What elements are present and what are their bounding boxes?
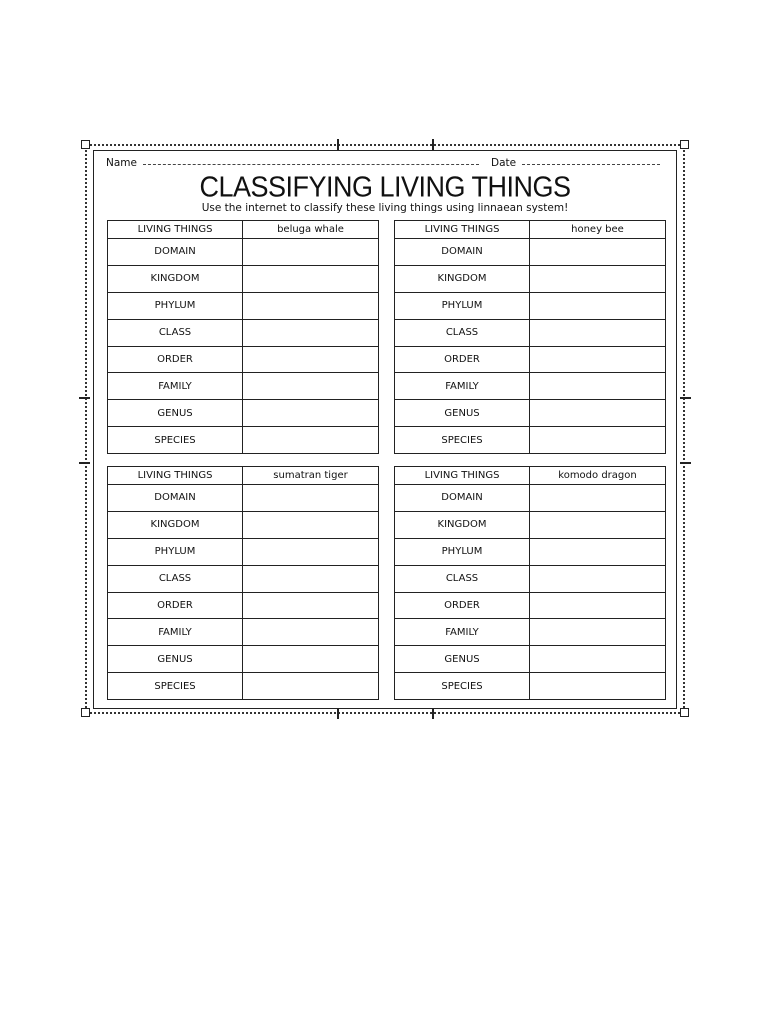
answer-cell[interactable] (243, 427, 379, 454)
answer-cell[interactable] (243, 265, 379, 292)
rank-label: FAMILY (108, 619, 243, 646)
answer-cell[interactable] (243, 538, 379, 565)
answer-cell[interactable] (243, 565, 379, 592)
answer-cell[interactable] (530, 646, 666, 673)
table-row (108, 565, 379, 592)
tick-mark (79, 397, 90, 399)
frame-bottom-border (87, 712, 683, 714)
table-row (395, 400, 666, 427)
corner-mark (680, 708, 689, 717)
rank-label: CLASS (108, 319, 243, 346)
organism-name: beluga whale (243, 221, 379, 239)
table-row (395, 346, 666, 373)
table-row (108, 538, 379, 565)
rank-label: KINGDOM (395, 511, 530, 538)
table-row (108, 427, 379, 454)
table-row (395, 565, 666, 592)
living-things-header: LIVING THINGS (108, 221, 243, 239)
table-row (108, 511, 379, 538)
answer-cell[interactable] (243, 292, 379, 319)
answer-cell[interactable] (243, 619, 379, 646)
tick-mark (432, 708, 434, 719)
tick-mark (680, 462, 691, 464)
table-row (108, 239, 379, 266)
page-title: CLASSIFYING LIVING THINGS (199, 171, 571, 203)
answer-cell[interactable] (530, 511, 666, 538)
answer-cell[interactable] (530, 373, 666, 400)
answer-cell[interactable] (530, 619, 666, 646)
table-row (395, 619, 666, 646)
rank-label: FAMILY (395, 373, 530, 400)
rank-label: DOMAIN (108, 239, 243, 266)
rank-label: SPECIES (395, 427, 530, 454)
corner-mark (81, 708, 90, 717)
rank-label: PHYLUM (395, 538, 530, 565)
frame-top-border (87, 144, 683, 146)
table-row (108, 373, 379, 400)
table-row (395, 485, 666, 512)
rank-label: CLASS (395, 319, 530, 346)
living-things-header: LIVING THINGS (108, 467, 243, 485)
table-row (108, 265, 379, 292)
rank-label: SPECIES (395, 673, 530, 700)
tick-mark (680, 397, 691, 399)
classification-table (394, 220, 666, 454)
classification-table (107, 466, 379, 700)
answer-cell[interactable] (530, 346, 666, 373)
rank-label: GENUS (395, 400, 530, 427)
answer-cell[interactable] (530, 592, 666, 619)
rank-label: KINGDOM (108, 265, 243, 292)
table-row (108, 346, 379, 373)
rank-label: CLASS (395, 565, 530, 592)
frame-left-border (85, 146, 87, 712)
rank-label: DOMAIN (108, 485, 243, 512)
table-row (395, 592, 666, 619)
answer-cell[interactable] (530, 319, 666, 346)
rank-label: SPECIES (108, 427, 243, 454)
corner-mark (81, 140, 90, 149)
tick-mark (79, 462, 90, 464)
rank-label: ORDER (395, 346, 530, 373)
classification-table (394, 466, 666, 700)
answer-cell[interactable] (530, 265, 666, 292)
answer-cell[interactable] (243, 511, 379, 538)
table-row (108, 619, 379, 646)
table-row (395, 538, 666, 565)
table-row (108, 673, 379, 700)
table-row (395, 319, 666, 346)
table-row (395, 292, 666, 319)
rank-label: FAMILY (395, 619, 530, 646)
table-row (108, 292, 379, 319)
answer-cell[interactable] (243, 346, 379, 373)
table-row (395, 373, 666, 400)
rank-label: KINGDOM (395, 265, 530, 292)
rank-label: GENUS (395, 646, 530, 673)
rank-label: KINGDOM (108, 511, 243, 538)
table-row (395, 511, 666, 538)
rank-label: DOMAIN (395, 485, 530, 512)
rank-label: GENUS (108, 400, 243, 427)
rank-label: ORDER (395, 592, 530, 619)
answer-cell[interactable] (243, 673, 379, 700)
name-field[interactable] (143, 164, 479, 165)
date-label: Date (491, 157, 517, 169)
rank-label: SPECIES (108, 673, 243, 700)
answer-cell[interactable] (530, 400, 666, 427)
table-row (395, 239, 666, 266)
organism-name: komodo dragon (530, 467, 666, 485)
corner-mark (680, 140, 689, 149)
rank-label: GENUS (108, 646, 243, 673)
answer-cell[interactable] (530, 538, 666, 565)
organism-name: sumatran tiger (243, 467, 379, 485)
answer-cell[interactable] (243, 319, 379, 346)
table-row (108, 646, 379, 673)
answer-cell[interactable] (530, 565, 666, 592)
rank-label: ORDER (108, 346, 243, 373)
table-row (108, 319, 379, 346)
rank-label: PHYLUM (395, 292, 530, 319)
date-field[interactable] (522, 164, 660, 165)
answer-cell[interactable] (243, 373, 379, 400)
answer-cell[interactable] (530, 239, 666, 266)
answer-cell[interactable] (243, 646, 379, 673)
answer-cell[interactable] (243, 485, 379, 512)
rank-label: FAMILY (108, 373, 243, 400)
answer-cell[interactable] (243, 239, 379, 266)
answer-cell[interactable] (243, 400, 379, 427)
rank-label: DOMAIN (395, 239, 530, 266)
rank-label: PHYLUM (108, 538, 243, 565)
tick-mark (432, 139, 434, 150)
answer-cell[interactable] (530, 292, 666, 319)
tick-mark (337, 708, 339, 719)
answer-cell[interactable] (243, 592, 379, 619)
instruction-text: Use the internet to classify these living things using linnaean system! (201, 202, 569, 214)
answer-cell[interactable] (530, 485, 666, 512)
organism-name: honey bee (530, 221, 666, 239)
table-row (395, 427, 666, 454)
tick-mark (337, 139, 339, 150)
classification-table (107, 220, 379, 454)
table-row (108, 485, 379, 512)
table-row (108, 400, 379, 427)
frame-right-border (683, 146, 685, 712)
rank-label: CLASS (108, 565, 243, 592)
answer-cell[interactable] (530, 427, 666, 454)
table-row (395, 646, 666, 673)
table-row (395, 265, 666, 292)
name-label: Name (106, 157, 137, 169)
living-things-header: LIVING THINGS (395, 221, 530, 239)
rank-label: ORDER (108, 592, 243, 619)
table-row (395, 673, 666, 700)
table-row (108, 592, 379, 619)
living-things-header: LIVING THINGS (395, 467, 530, 485)
answer-cell[interactable] (530, 673, 666, 700)
rank-label: PHYLUM (108, 292, 243, 319)
